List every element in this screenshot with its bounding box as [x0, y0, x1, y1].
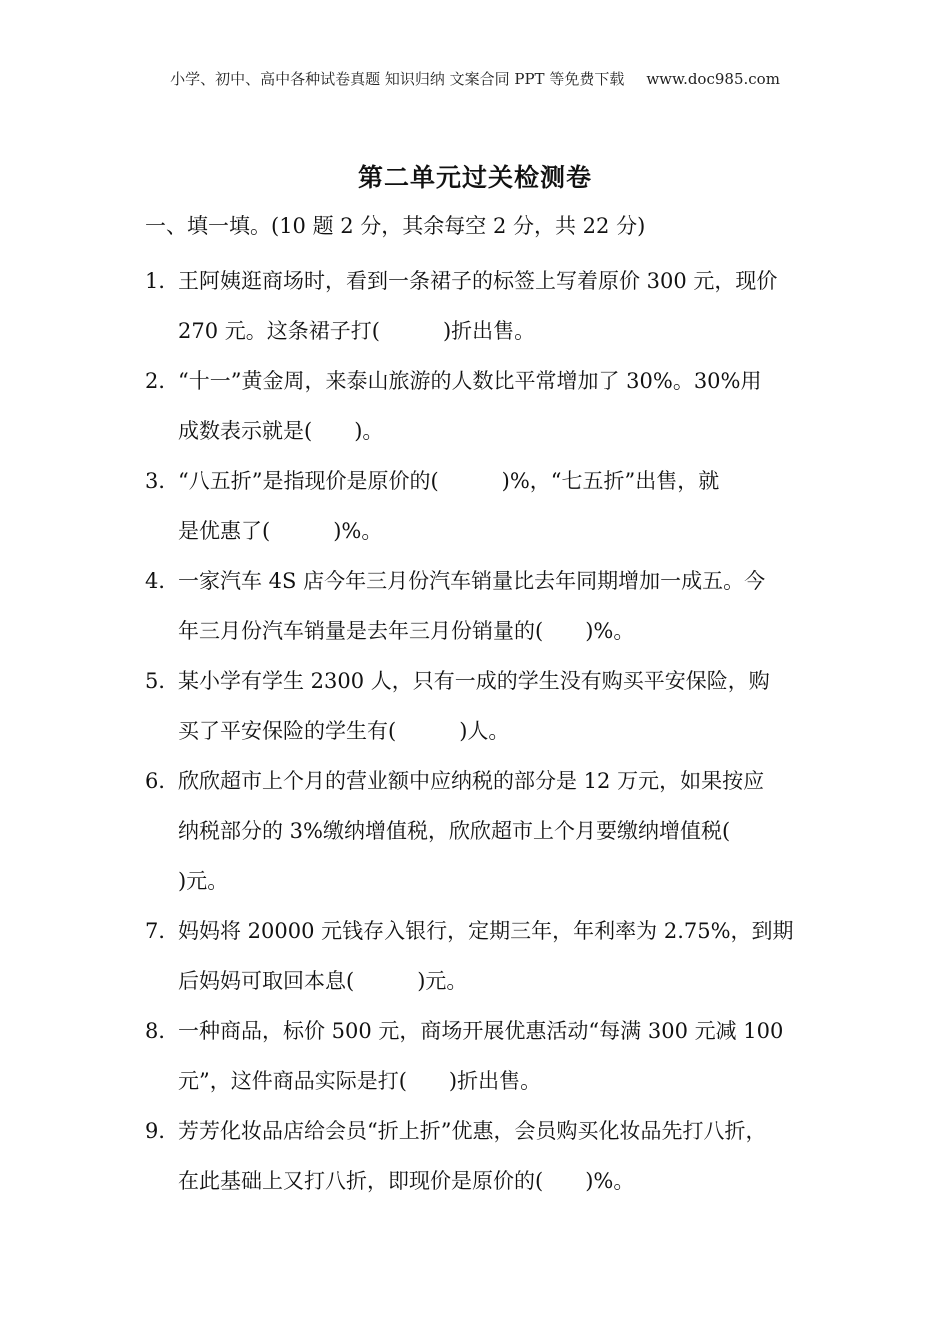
- question-line: [145, 756, 825, 806]
- question-line: 年三月份汽车销量是去年三月份销量的( )%。: [178, 619, 635, 643]
- question-line: [145, 256, 825, 306]
- question-item: [145, 906, 825, 1006]
- question-text: 芳芳化妆品店给会员“折上折”优惠，会员购买化妆品先打八折，: [178, 1119, 767, 1143]
- question-number: 8．: [145, 1019, 180, 1043]
- question-line: 买了平安保险的学生有( )人。: [178, 719, 510, 743]
- question-line: [145, 906, 825, 956]
- question-line: [145, 656, 825, 706]
- header-promo-text: 小学、初中、高中各种试卷真题 知识归纳 文案合同 PPT 等免费下载: [170, 70, 625, 88]
- question-text: 欣欣超市上个月的营业额中应纳税的部分是 12 万元，如果按应: [178, 769, 765, 793]
- question-line: 是优惠了( )%。: [178, 519, 383, 543]
- question-line: [145, 1106, 825, 1156]
- question-text: 妈妈将 20000 元钱存入银行，定期三年，年利率为 2.75%，到期: [178, 919, 794, 943]
- question-item: [145, 456, 825, 556]
- question-line: )元。: [178, 869, 229, 893]
- header-website: www.doc985.com: [646, 70, 780, 88]
- question-line: 在此基础上又打八折，即现价是原价的( )%。: [178, 1169, 635, 1193]
- question-line: 成数表示就是( )。: [178, 419, 384, 443]
- question-number: 4．: [145, 569, 180, 593]
- section-heading: 一、填一填。(10 题 2 分，其余每空 2 分，共 22 分): [145, 214, 646, 238]
- question-line: 纳税部分的 3%缴纳增值税，欣欣超市上个月要缴纳增值税(: [178, 819, 731, 843]
- question-line: 元”，这件商品实际是打( )折出售。: [178, 1069, 542, 1093]
- question-text: “八五折”是指现价是原价的( )%，“七五折”出售，就: [178, 469, 720, 493]
- page-title: 第二单元过关检测卷: [357, 163, 592, 192]
- question-number: 6．: [145, 769, 180, 793]
- question-number: 9．: [145, 1119, 180, 1143]
- question-list: [145, 256, 825, 1206]
- question-item: [145, 756, 825, 906]
- question-item: [145, 656, 825, 756]
- question-number: 5．: [145, 669, 180, 693]
- question-line: [145, 556, 825, 606]
- question-number: 3．: [145, 469, 180, 493]
- question-line: 270 元。这条裙子打( )折出售。: [178, 319, 536, 343]
- question-text: “十一”黄金周，来泰山旅游的人数比平常增加了 30%。30%用: [178, 369, 762, 393]
- question-number: 7．: [145, 919, 180, 943]
- question-text: 一家汽车 4S 店今年三月份汽车销量比去年同期增加一成五。今: [178, 569, 766, 593]
- question-number: 1．: [145, 269, 180, 293]
- question-item: [145, 1106, 825, 1206]
- question-text: 一种商品，标价 500 元，商场开展优惠活动“每满 300 元减 100: [178, 1019, 784, 1043]
- question-item: [145, 1006, 825, 1106]
- question-line: [145, 356, 825, 406]
- question-text: 王阿姨逛商场时，看到一条裙子的标签上写着原价 300 元，现价: [178, 269, 778, 293]
- question-line: [145, 456, 825, 506]
- question-line: [145, 1006, 825, 1056]
- question-line: 后妈妈可取回本息( )元。: [178, 969, 468, 993]
- page-header: [0, 68, 950, 89]
- question-item: [145, 356, 825, 456]
- question-text: 某小学有学生 2300 人，只有一成的学生没有购买平安保险，购: [178, 669, 770, 693]
- question-number: 2．: [145, 369, 180, 393]
- question-item: [145, 556, 825, 656]
- question-item: [145, 256, 825, 356]
